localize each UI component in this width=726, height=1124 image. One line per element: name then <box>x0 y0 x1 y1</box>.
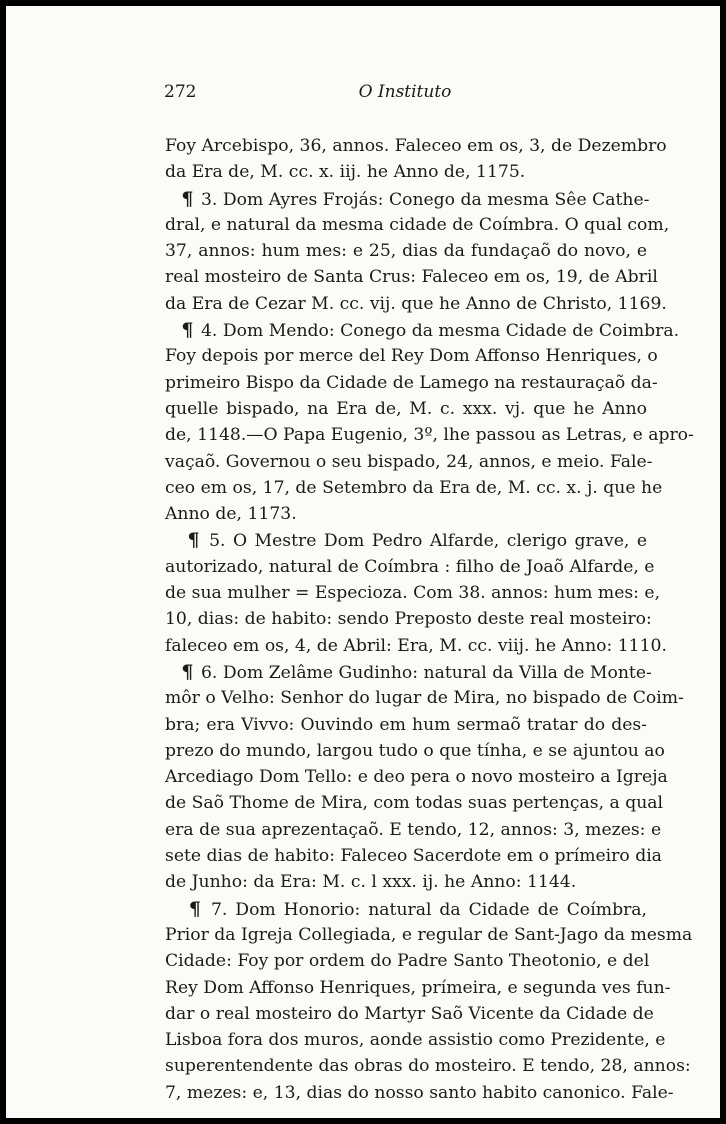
text-line: de Saõ Thome de Mira, com todas suas pertenças, a qual <box>165 793 664 814</box>
text-line: Lisboa fora dos muros, aonde assistio como Prezidente, e <box>165 1030 666 1051</box>
paragraph <box>165 659 684 896</box>
text-line: Foy depois por merce del Rey Dom Affonso Henriques, o <box>165 346 658 367</box>
paragraph <box>165 317 694 527</box>
text-line: autorizado, natural de Coímbra : filho de Joaõ Alfarde, e <box>165 556 655 577</box>
text-line: Prior da Igreja Collegiada, e regular de Sant-Jago da mesma <box>165 924 693 945</box>
text-line: de sua mulher = Especioza. Com 38. annos: hum mes: e, <box>165 583 661 604</box>
pilcrow-mark: ¶ <box>188 897 201 920</box>
text-line: dar o real mosteiro do Martyr Saõ Vicente da Cidade de <box>165 1003 654 1024</box>
text-line: ¶ 6. Dom Zelâme Gudinho: natural da Villa de Monte- <box>181 660 652 683</box>
book-page <box>6 6 720 1118</box>
text-line: ceo em os, 17, de Setembro da Era de, M. cc. x. j. que he <box>165 477 663 498</box>
text-line: ¶ 7. Dom Honorio: natural da Cidade de Coímbra, <box>188 897 648 920</box>
page-header <box>164 82 646 110</box>
body-text <box>165 133 694 1106</box>
pilcrow-mark: ¶ <box>181 319 194 342</box>
paragraph <box>165 133 667 186</box>
text-line: primeiro Bispo da Cidade de Lamego na restauraçaõ da- <box>165 372 658 393</box>
text-line: Anno de, 1173. <box>165 504 297 525</box>
text-line: ¶ 3. Dom Ayres Frojás: Conego da mesma Sêe Cathe- <box>181 187 650 210</box>
text-line: vaçaõ. Governou o seu bispado, 24, annos, e meio. Fale- <box>165 451 653 472</box>
text-line: da Era de, M. cc. x. iij. he Anno de, 1175. <box>165 162 526 183</box>
text-line: da Era de Cezar M. cc. vij. que he Anno de Christo, 1169. <box>165 293 667 314</box>
paragraph <box>165 527 667 658</box>
text-line: era de sua aprezentaçaõ. E tendo, 12, annos: 3, mezes: e <box>165 819 662 840</box>
text-line: Foy Arcebispo, 36, annos. Faleceo em os, 3, de Dezembro <box>165 136 667 156</box>
page-number: 272 <box>164 82 197 102</box>
paragraph <box>165 186 670 317</box>
text-line: superentendente das obras do mosteiro. E tendo, 28, annos: <box>165 1056 691 1077</box>
text-line: Arcediago Dom Tello: e deo pera o novo mosteiro a Igreja <box>165 767 668 788</box>
running-title: O Instituto <box>358 82 452 102</box>
text-line: real mosteiro de Santa Crus: Faleceo em os, 19, de Abril <box>165 267 658 288</box>
text-line: de, 1148.—O Papa Eugenio, 3º, lhe passou as Letras, e apro- <box>165 425 694 446</box>
text-line: 7, mezes: e, 13, dias do nosso santo habito canonico. Fale- <box>165 1082 674 1103</box>
text-line: ¶ 4. Dom Mendo: Conego da mesma Cidade de Coimbra. <box>181 319 680 342</box>
pilcrow-mark: ¶ <box>181 660 194 683</box>
text-line: ¶ 5. O Mestre Dom Pedro Alfarde, clerigo grave, e <box>187 529 648 552</box>
text-line: prezo do mundo, largou tudo o que tínha, e se ajuntou ao <box>165 740 665 761</box>
text-line: 37, annos: hum mes: e 25, dias da fundaçaõ do novo, e <box>165 241 647 262</box>
text-line: 10, dias: de habito: sendo Preposto deste real mosteiro: <box>165 609 652 630</box>
pilcrow-mark: ¶ <box>187 529 200 552</box>
paragraph <box>165 896 693 1106</box>
text-line: Cidade: Foy por ordem do Padre Santo Theotonio, e del <box>165 951 650 972</box>
text-line: bra; era Vivvo: Ouvindo em hum sermaõ tratar do des- <box>165 714 647 735</box>
text-line: Rey Dom Affonso Henriques, prímeira, e segunda ves fun- <box>165 977 671 998</box>
text-line: faleceo em os, 4, de Abril: Era, M. cc. viij. he Anno: 1110. <box>165 635 667 656</box>
text-line: dral, e natural da mesma cidade de Coímbra. O qual com, <box>165 214 670 235</box>
text-line: môr o Velho: Senhor do lugar de Mira, no bispado de Coim- <box>165 688 684 709</box>
text-line: sete dias de habito: Faleceo Sacerdote em o prímeiro dia <box>165 846 662 867</box>
pilcrow-mark: ¶ <box>181 187 194 210</box>
text-line: quelle bispado, na Era de, M. c. xxx. vj. que he Anno <box>165 398 647 419</box>
text-line: de Junho: da Era: M. c. l xxx. ij. he Anno: 1144. <box>165 872 577 893</box>
